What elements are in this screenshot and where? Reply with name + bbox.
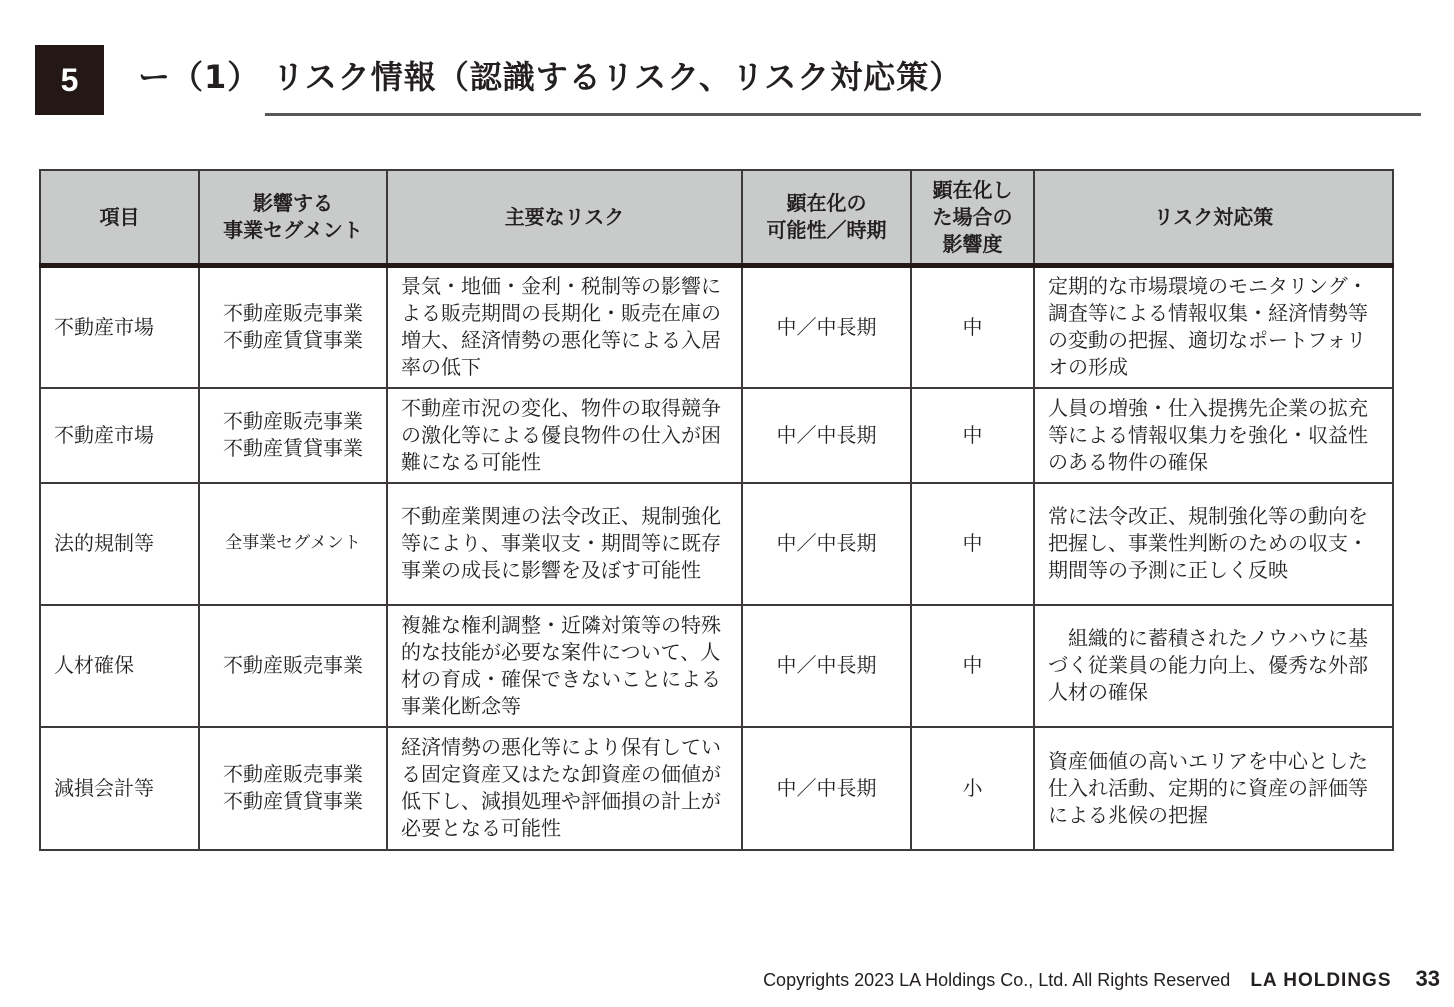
segment-cell: 不動産販売事業 不動産賃貸事業: [199, 727, 387, 850]
risk-description-cell: 経済情勢の悪化等により保有している固定資産又はたな卸資産の価値が低下し、減損処理や評価損の計上が必要となる可能性: [387, 727, 742, 850]
response-cell: 定期的な市場環境のモニタリング・調査等による情報収集・経済情勢等の変動の把握、適切なポートフォリオの形成: [1034, 266, 1393, 388]
title-underline: [265, 113, 1421, 116]
table-row: [40, 605, 1393, 727]
column-header-probability: 顕在化の 可能性／時期: [742, 170, 911, 266]
segment-cell: 不動産販売事業 不動産賃貸事業: [199, 388, 387, 483]
impact-cell: 中: [911, 605, 1034, 727]
probability-cell: 中／中長期: [742, 727, 911, 850]
table-row: [40, 266, 1393, 388]
response-cell: 人員の増強・仕入提携先企業の拡充等による情報収集力を強化・収益性のある物件の確保: [1034, 388, 1393, 483]
risk-description-cell: 不動産市況の変化、物件の取得競争の激化等による優良物件の仕入が困難になる可能性: [387, 388, 742, 483]
probability-cell: 中／中長期: [742, 605, 911, 727]
probability-cell: 中／中長期: [742, 388, 911, 483]
table-row: [40, 388, 1393, 483]
table-header-row: [40, 170, 1393, 266]
probability-cell: 中／中長期: [742, 266, 911, 388]
risk-description-cell: 不動産業関連の法令改正、規制強化等により、事業収支・期間等に既存事業の成長に影響を及ぼす可能性: [387, 483, 742, 605]
impact-cell: 中: [911, 388, 1034, 483]
probability-cell: 中／中長期: [742, 483, 911, 605]
risk-item-cell: 減損会計等: [40, 727, 199, 850]
response-cell: 資産価値の高いエリアを中心とした仕入れ活動、定期的に資産の評価等による兆候の把握: [1034, 727, 1393, 850]
column-header-impact: 顕在化し た場合の 影響度: [911, 170, 1034, 266]
risk-item-cell: 不動産市場: [40, 266, 199, 388]
table-row: [40, 727, 1393, 850]
segment-cell: 不動産販売事業 不動産賃貸事業: [199, 266, 387, 388]
impact-cell: 中: [911, 266, 1034, 388]
segment-cell: 不動産販売事業: [199, 605, 387, 727]
table-row: [40, 483, 1393, 605]
impact-cell: 中: [911, 483, 1034, 605]
response-cell: 常に法令改正、規制強化等の動向を把握し、事業性判断のための収支・期間等の予測に正しく反映: [1034, 483, 1393, 605]
risk-description-cell: 複雑な権利調整・近隣対策等の特殊的な技能が必要な案件について、人材の育成・確保できないことによる事業化断念等: [387, 605, 742, 727]
page-title: ー（1） リスク情報（認識するリスク、リスク対応策）: [138, 58, 963, 96]
column-header-response: リスク対応策: [1034, 170, 1393, 266]
column-header-risk: 主要なリスク: [387, 170, 742, 266]
risk-description-cell: 景気・地価・金利・税制等の影響による販売期間の長期化・販売在庫の増大、経済情勢の悪化等による入居率の低下: [387, 266, 742, 388]
risk-item-cell: 法的規制等: [40, 483, 199, 605]
column-header-segment: 影響する 事業セグメント: [199, 170, 387, 266]
response-cell: 組織的に蓄積されたノウハウに基づく従業員の能力向上、優秀な外部人材の確保: [1034, 605, 1393, 727]
column-header-item: 項目: [40, 170, 199, 266]
risk-table: [39, 169, 1394, 851]
brand-logo-text: LA HOLDINGS: [1250, 970, 1392, 991]
segment-cell: 全事業セグメント: [199, 483, 387, 605]
risk-item-cell: 不動産市場: [40, 388, 199, 483]
page-footer: [763, 966, 1440, 992]
section-number-badge: 5: [35, 45, 104, 115]
impact-cell: 小: [911, 727, 1034, 850]
risk-item-cell: 人材確保: [40, 605, 199, 727]
page-number: 33: [1415, 966, 1440, 991]
copyright-text: Copyrights 2023 LA Holdings Co., Ltd. All Rights Reserved: [763, 970, 1231, 990]
